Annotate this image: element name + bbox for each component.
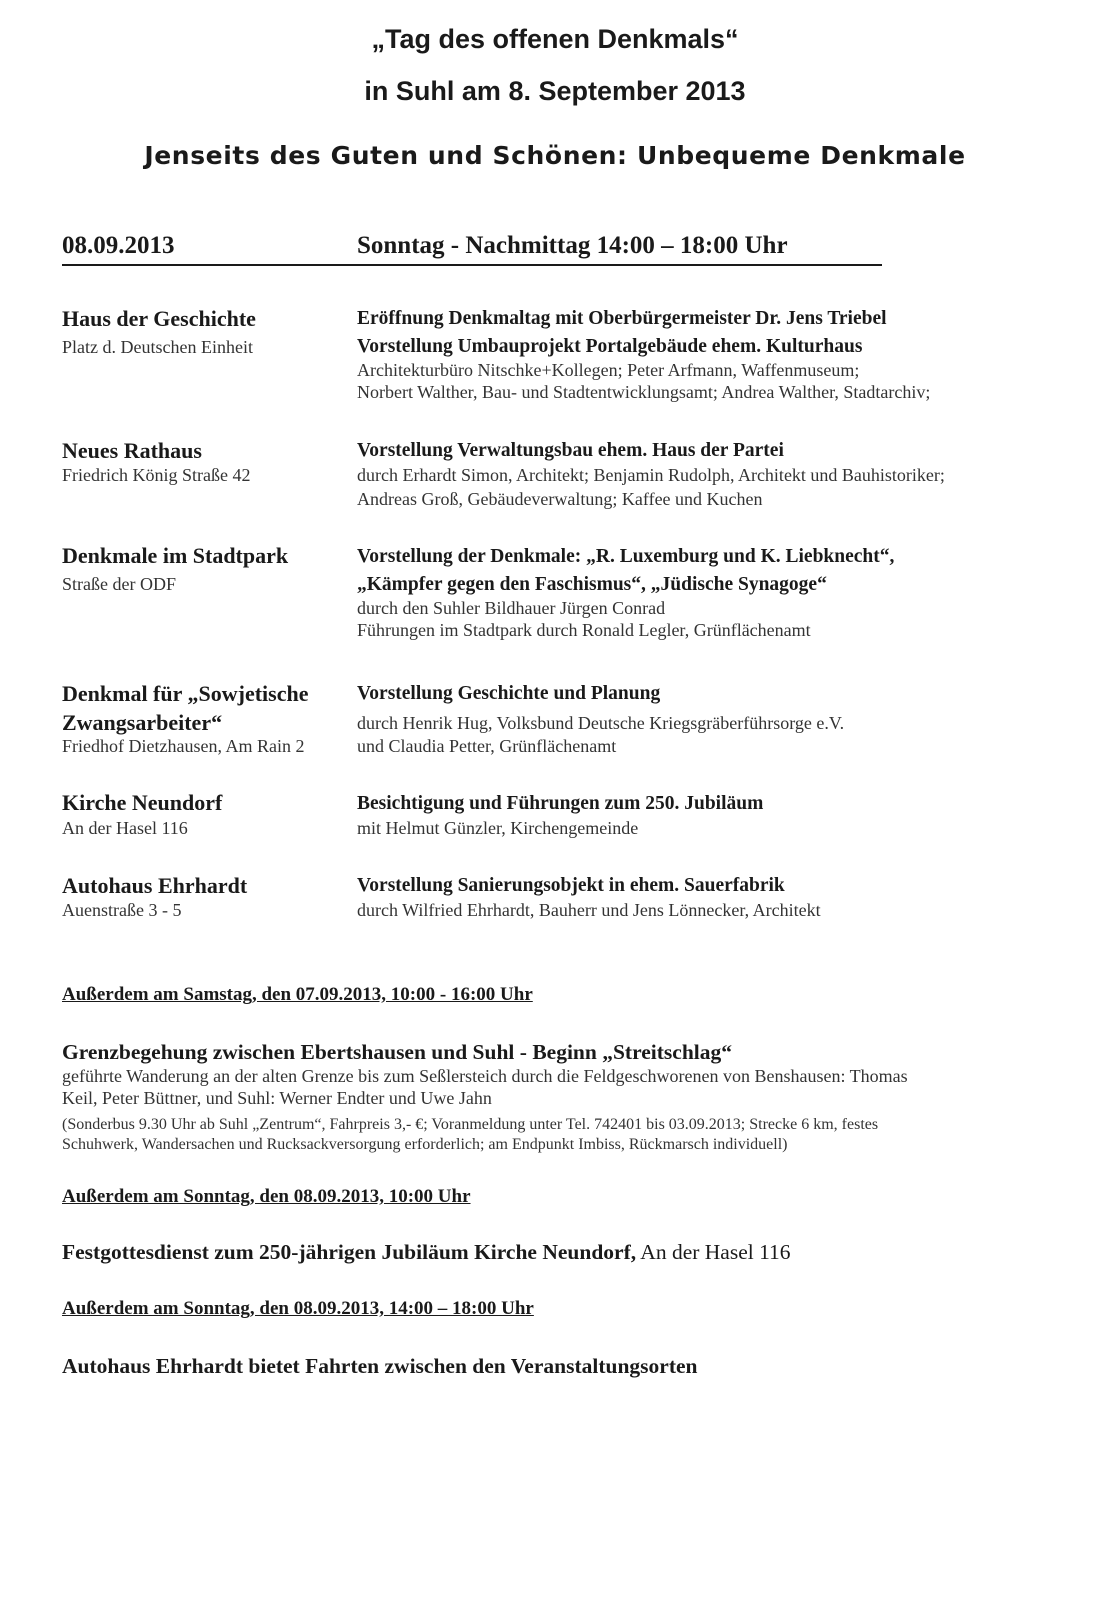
venue-event: Vorstellung Umbauprojekt Portalgebäude ehem. Kulturhaus <box>357 336 863 357</box>
venue-address: Straße der ODF <box>62 574 176 594</box>
venue-name: Neues Rathaus <box>62 438 202 463</box>
sunday-morning-place: An der Hasel 116 <box>636 1240 791 1264</box>
page-subtitle: in Suhl am 8. September 2013 <box>364 76 746 106</box>
venue-description: und Claudia Petter, Grünflächenamt <box>357 736 617 756</box>
sunday-morning-title: Festgottesdienst zum 250-jährigen Jubiläum Kirche Neundorf, <box>62 1240 637 1264</box>
date-divider <box>62 264 882 266</box>
venue-event: „Kämpfer gegen den Faschismus“, „Jüdische Synagoge“ <box>357 574 827 595</box>
saturday-note: Schuhwerk, Wandersachen und Rucksackversorgung erforderlich; am Endpunkt Imbiss, Rückmarsch individuell) <box>62 1136 788 1153</box>
venue-description: Führungen im Stadtpark durch Ronald Legler, Grünflächenamt <box>357 620 811 640</box>
venue-event: Vorstellung Geschichte und Planung <box>357 683 661 704</box>
venue-address: Friedrich König Straße 42 <box>62 465 251 485</box>
venue-name: Haus der Geschichte <box>62 306 256 331</box>
schedule-time: Sonntag - Nachmittag 14:00 – 18:00 Uhr <box>357 232 788 259</box>
venue-name: Autohaus Ehrhardt <box>62 873 248 898</box>
saturday-description: Keil, Peter Büttner, und Suhl: Werner Endter und Uwe Jahn <box>62 1088 492 1108</box>
venue-event: Eröffnung Denkmaltag mit Oberbürgermeister Dr. Jens Triebel <box>357 308 887 329</box>
venue-address: Auenstraße 3 - 5 <box>62 900 182 920</box>
venue-event: Vorstellung Verwaltungsbau ehem. Haus der Partei <box>357 440 784 461</box>
venue-name: Kirche Neundorf <box>62 790 223 815</box>
venue-description: durch Erhardt Simon, Architekt; Benjamin Rudolph, Architekt und Bauhistoriker; <box>357 465 945 485</box>
venue-event: Besichtigung und Führungen zum 250. Jubiläum <box>357 793 764 814</box>
saturday-description: geführte Wanderung an der alten Grenze bis zum Seßlersteich durch die Feldgeschworenen von Benshausen: Thomas <box>62 1066 908 1086</box>
sunday-morning-heading: Außerdem am Sonntag, den 08.09.2013, 10:00 Uhr <box>62 1186 471 1207</box>
venue-description: durch den Suhler Bildhauer Jürgen Conrad <box>357 598 666 618</box>
page-title: „Tag des offenen Denkmals“ <box>371 24 739 54</box>
saturday-note: (Sonderbus 9.30 Uhr ab Suhl „Zentrum“, Fahrpreis 3,- €; Voranmeldung unter Tel. 742401 bis 03.09.2013; Strecke 6 km, festes <box>62 1116 879 1133</box>
venue-description: Architekturbüro Nitschke+Kollegen; Peter Arfmann, Waffenmuseum; <box>357 360 860 380</box>
venue-address: Platz d. Deutschen Einheit <box>62 337 253 357</box>
venue-description: durch Henrik Hug, Volksbund Deutsche Kriegsgräberführsorge e.V. <box>357 713 845 733</box>
sunday-afternoon-heading: Außerdem am Sonntag, den 08.09.2013, 14:00 – 18:00 Uhr <box>62 1298 534 1319</box>
venue-description: durch Wilfried Ehrhardt, Bauherr und Jens Lönnecker, Architekt <box>357 900 821 920</box>
venue-address: An der Hasel 116 <box>62 818 188 838</box>
schedule-date: 08.09.2013 <box>62 232 175 259</box>
venue-address: Friedhof Dietzhausen, Am Rain 2 <box>62 736 305 756</box>
venue-event: Vorstellung der Denkmale: „R. Luxemburg und K. Liebknecht“, <box>357 546 895 567</box>
venue-name: Denkmal für „Sowjetische <box>62 681 309 706</box>
venue-description: mit Helmut Günzler, Kirchengemeinde <box>357 818 639 838</box>
venue-name: Denkmale im Stadtpark <box>62 543 289 568</box>
venue-description: Norbert Walther, Bau- und Stadtentwicklungsamt; Andrea Walther, Stadtarchiv; <box>357 382 931 402</box>
venue-description: Andreas Groß, Gebäudeverwaltung; Kaffee und Kuchen <box>357 489 763 509</box>
venue-event: Vorstellung Sanierungsobjekt in ehem. Sauerfabrik <box>357 875 785 896</box>
sunday-afternoon-title: Autohaus Ehrhardt bietet Fahrten zwischen den Veranstaltungsorten <box>62 1354 698 1378</box>
sunday-morning-line <box>62 1240 791 1265</box>
venue-name-continued: Zwangsarbeiter“ <box>62 710 223 735</box>
saturday-title: Grenzbegehung zwischen Ebertshausen und Suhl - Beginn „Streitschlag“ <box>62 1040 732 1064</box>
saturday-heading: Außerdem am Samstag, den 07.09.2013, 10:00 - 16:00 Uhr <box>62 984 533 1005</box>
motto-heading: Jenseits des Guten und Schönen: Unbequeme Denkmale <box>144 141 966 170</box>
